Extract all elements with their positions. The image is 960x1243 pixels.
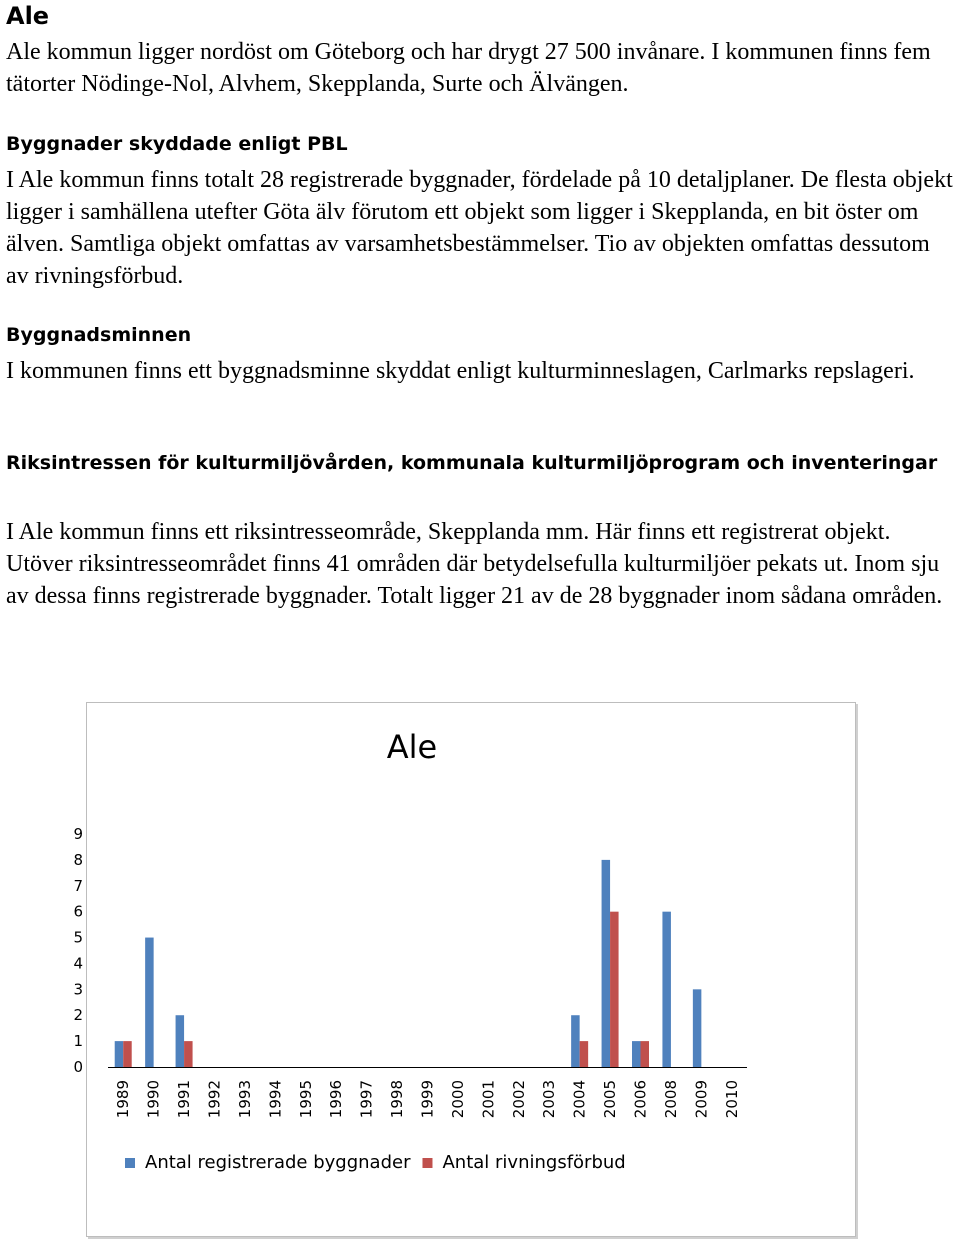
- x-tick-label: 2000: [448, 1080, 467, 1119]
- bar-rivningsforbud-2005: [610, 912, 619, 1067]
- section-byggnadsminnen-title: Byggnadsminnen: [6, 324, 192, 346]
- y-tick-label: 5: [73, 928, 83, 947]
- chart-frame: [73, 702, 856, 1237]
- legend-swatch: [422, 1158, 432, 1168]
- x-tick-label: 1990: [144, 1080, 163, 1119]
- bar-rivningsforbud-2006: [641, 1041, 650, 1067]
- y-tick-label: 1: [73, 1032, 83, 1051]
- x-tick-label: 1994: [266, 1080, 285, 1119]
- bar-registrerade-1990: [145, 938, 154, 1067]
- legend-label: Antal rivningsförbud: [442, 1152, 626, 1173]
- x-tick-label: 1993: [235, 1080, 254, 1119]
- bar-registrerade-2004: [571, 1015, 580, 1067]
- section-riksintressen-text: I Ale kommun finns ett riksintresseområde, Skepplanda mm. Här finns ett registrerat objekt. Utöver riksintresseområdet finns 41 områden där betydelsefulla kulturmiljöer pekats ut. Inom sju av dessa finns registrerade byggnader. Totalt ligger 21 av de 28 byggnader inom sådana områden.: [6, 519, 943, 609]
- bar-registrerade-1991: [176, 1015, 185, 1067]
- x-tick-label: 2009: [692, 1080, 711, 1119]
- y-tick-label: 7: [73, 876, 83, 895]
- bar-registrerade-2009: [693, 989, 702, 1067]
- bar-registrerade-2006: [632, 1041, 641, 1067]
- bar-registrerade-2005: [602, 860, 611, 1067]
- legend-label: Antal registrerade byggnader: [145, 1152, 411, 1173]
- x-tick-label: 2001: [479, 1080, 498, 1119]
- x-tick-label: 1995: [296, 1080, 315, 1119]
- x-tick-label: 2005: [601, 1080, 620, 1119]
- x-tick-label: 1989: [114, 1080, 133, 1119]
- y-tick-label: 8: [73, 850, 83, 869]
- bar-rivningsforbud-1991: [184, 1041, 193, 1067]
- y-tick-label: 3: [73, 980, 83, 999]
- y-tick-label: 6: [73, 902, 83, 921]
- section-riksintressen-title: Riksintressen för kulturmiljövården, kommunala kulturmiljöprogram och inventeringar: [6, 452, 938, 474]
- bar-rivningsforbud-2004: [580, 1041, 589, 1067]
- section-pbl-text: I Ale kommun finns totalt 28 registrerade byggnader, fördelade på 10 detaljplaner. De flesta objekt ligger i samhällena utefter Göta älv förutom ett objekt som ligger i Skepplanda, en bit öster om älven. Samtliga objekt omfattas av varsamhetsbestämmelser. Tio av objekten omfattas dessutom av rivningsförbud.: [6, 167, 953, 289]
- x-tick-label: 1997: [357, 1080, 376, 1119]
- x-tick-label: 2008: [661, 1080, 680, 1119]
- x-tick-label: 1992: [205, 1080, 224, 1119]
- section-pbl-title: Byggnader skyddade enligt PBL: [6, 133, 348, 155]
- x-tick-label: 2004: [570, 1080, 589, 1119]
- bar-rivningsforbud-1989: [123, 1041, 132, 1067]
- x-tick-label: 2003: [540, 1080, 559, 1119]
- intro-paragraph: Ale kommun ligger nordöst om Göteborg och har drygt 27 500 invånare. I kommunen finns fem tätorter Nödinge-Nol, Alvhem, Skepplanda, Surte och Älvängen.: [6, 39, 931, 97]
- x-tick-label: 1999: [418, 1080, 437, 1119]
- y-tick-label: 0: [73, 1058, 83, 1076]
- x-tick-label: 2010: [722, 1080, 741, 1119]
- legend-swatch: [125, 1158, 135, 1168]
- y-tick-label: 2: [73, 1006, 83, 1025]
- y-tick-label: 9: [73, 825, 83, 843]
- x-tick-label: 2002: [509, 1080, 528, 1119]
- bar-chart: [73, 703, 855, 1236]
- x-tick-label: 2006: [631, 1080, 650, 1119]
- x-tick-label: 1998: [388, 1080, 407, 1119]
- y-tick-label: 4: [73, 954, 83, 973]
- bar-registrerade-1989: [115, 1041, 124, 1067]
- section-byggnadsminnen-text: I kommunen finns ett byggnadsminne skyddat enligt kulturminneslagen, Carlmarks repslageri.: [6, 358, 915, 384]
- chart-title: Ale: [386, 728, 438, 766]
- bar-registrerade-2008: [662, 912, 671, 1067]
- page-heading: Ale: [6, 2, 50, 30]
- x-tick-label: 1991: [175, 1080, 194, 1119]
- x-tick-label: 1996: [327, 1080, 346, 1119]
